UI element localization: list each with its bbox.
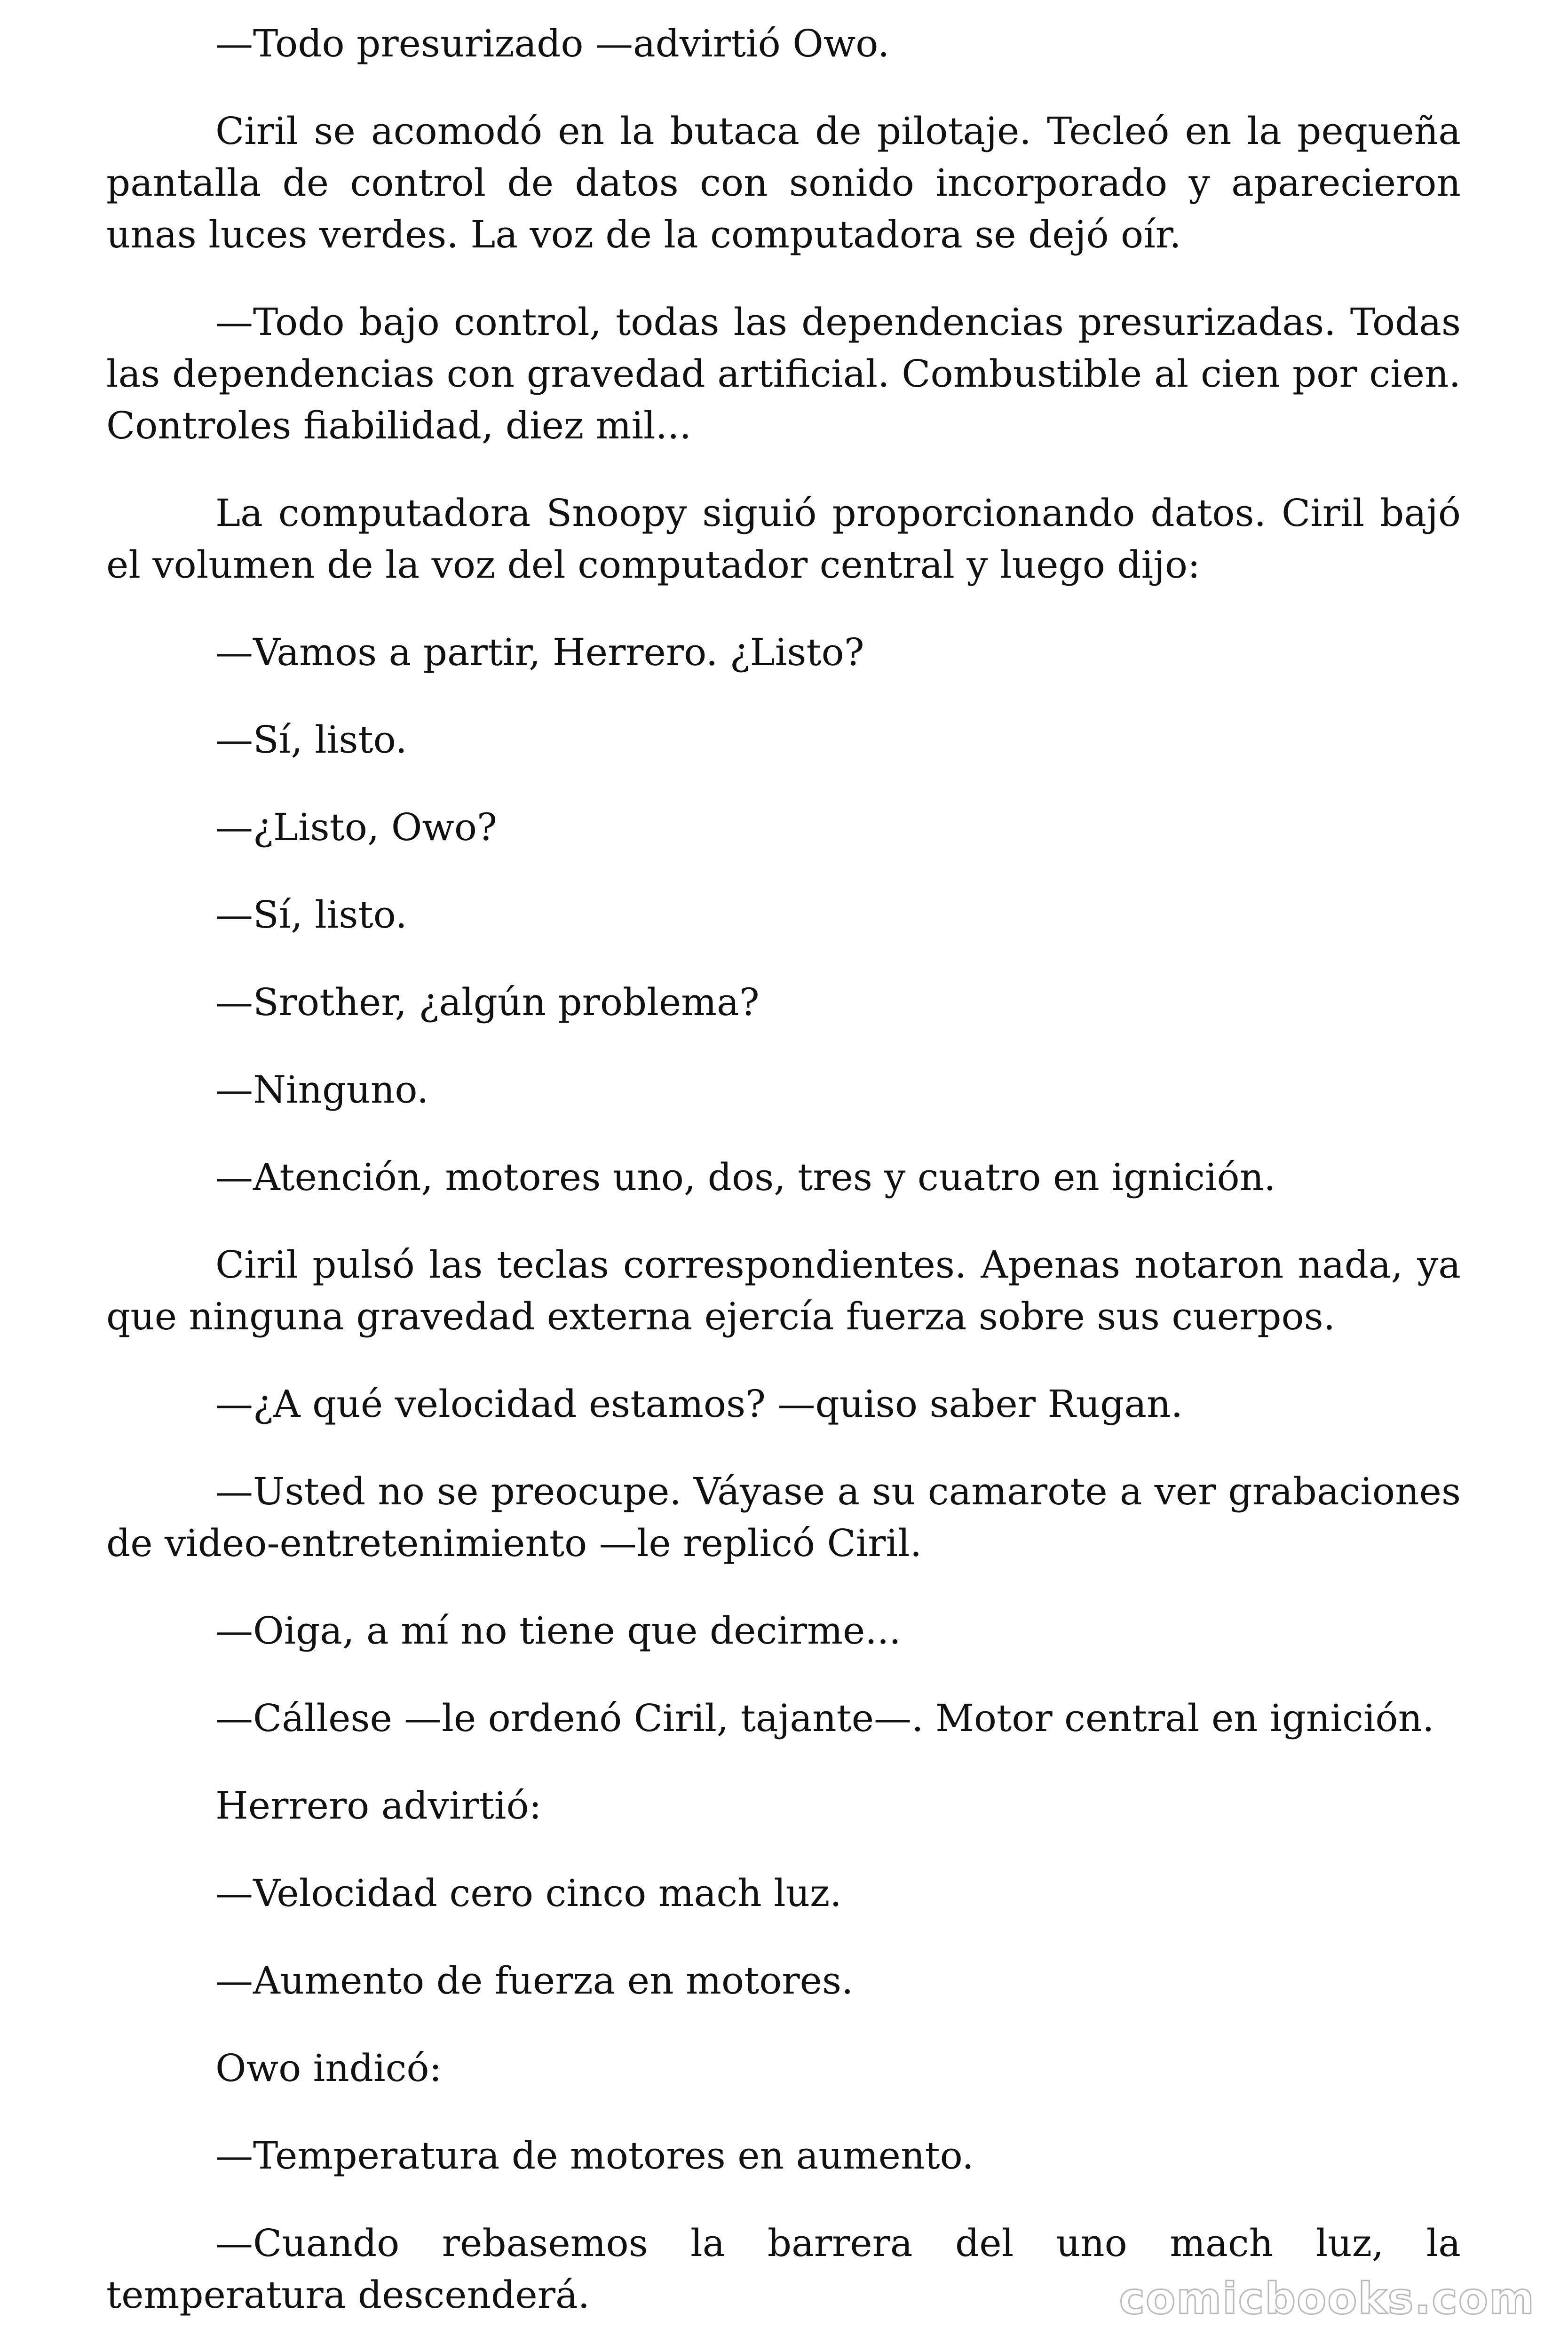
paragraph: —Oiga, a mí no tiene que decirme...	[215, 1609, 901, 1653]
paragraph: —¿A qué velocidad estamos? —quiso saber Rugan.	[215, 1382, 1183, 1426]
paragraph: —Velocidad cero cinco mach luz.	[215, 1871, 842, 1915]
paragraph: Herrero advirtió:	[215, 1784, 542, 1828]
paragraph: —Atención, motores uno, dos, tres y cuatro en ignición.	[215, 1155, 1276, 1199]
paragraph: —Srother, ¿algún problema?	[215, 980, 760, 1024]
paragraph: —Cállese —le ordenó Ciril, tajante—. Motor central en ignición.	[215, 1696, 1434, 1740]
paragraph: La computadora Snoopy siguió proporcionando datos. Ciril bajó el volumen de la voz del computador central y luego dijo:	[106, 491, 1461, 587]
paragraph: —Cuando rebasemos la barrera del uno mach luz, la temperatura descenderá.	[106, 2221, 1461, 2317]
paragraph: —Aumento de fuerza en motores.	[215, 1959, 854, 2002]
paragraph: —Temperatura de motores en aumento.	[215, 2134, 974, 2177]
watermark: comicbooks.com	[1119, 2273, 1535, 2324]
paragraph: —Sí, listo.	[215, 718, 407, 762]
paragraph: —¿Listo, Owo?	[215, 805, 497, 849]
paragraph: Ciril pulsó las teclas correspondientes. Apenas notaron nada, ya que ninguna gravedad externa ejercía fuerza sobre sus cuerpos.	[106, 1243, 1461, 1338]
paragraph: —Vamos a partir, Herrero. ¿Listo?	[215, 630, 864, 674]
paragraph: —Todo bajo control, todas las dependencias presurizadas. Todas las dependencias con gravedad artificial. Combustible al cien por cien. Controles fiabilidad, diez mil...	[106, 300, 1461, 447]
paragraph: —Usted no se preocupe. Váyase a su camarote a ver grabaciones de video-entretenimiento —le replicó Ciril.	[106, 1470, 1461, 1565]
document-page	[106, 18, 1461, 2352]
paragraph: Ciril se acomodó en la butaca de pilotaje. Tecleó en la pequeña pantalla de control de datos con sonido incorporado y aparecieron unas luces verdes. La voz de la computadora se dejó oír.	[106, 109, 1461, 256]
paragraph: —Sí, listo.	[215, 893, 407, 937]
paragraph: Owo indicó:	[215, 2046, 442, 2090]
paragraph: —Todo presurizado —advirtió Owo.	[215, 22, 890, 65]
paragraph: —Ninguno.	[215, 1068, 429, 1112]
